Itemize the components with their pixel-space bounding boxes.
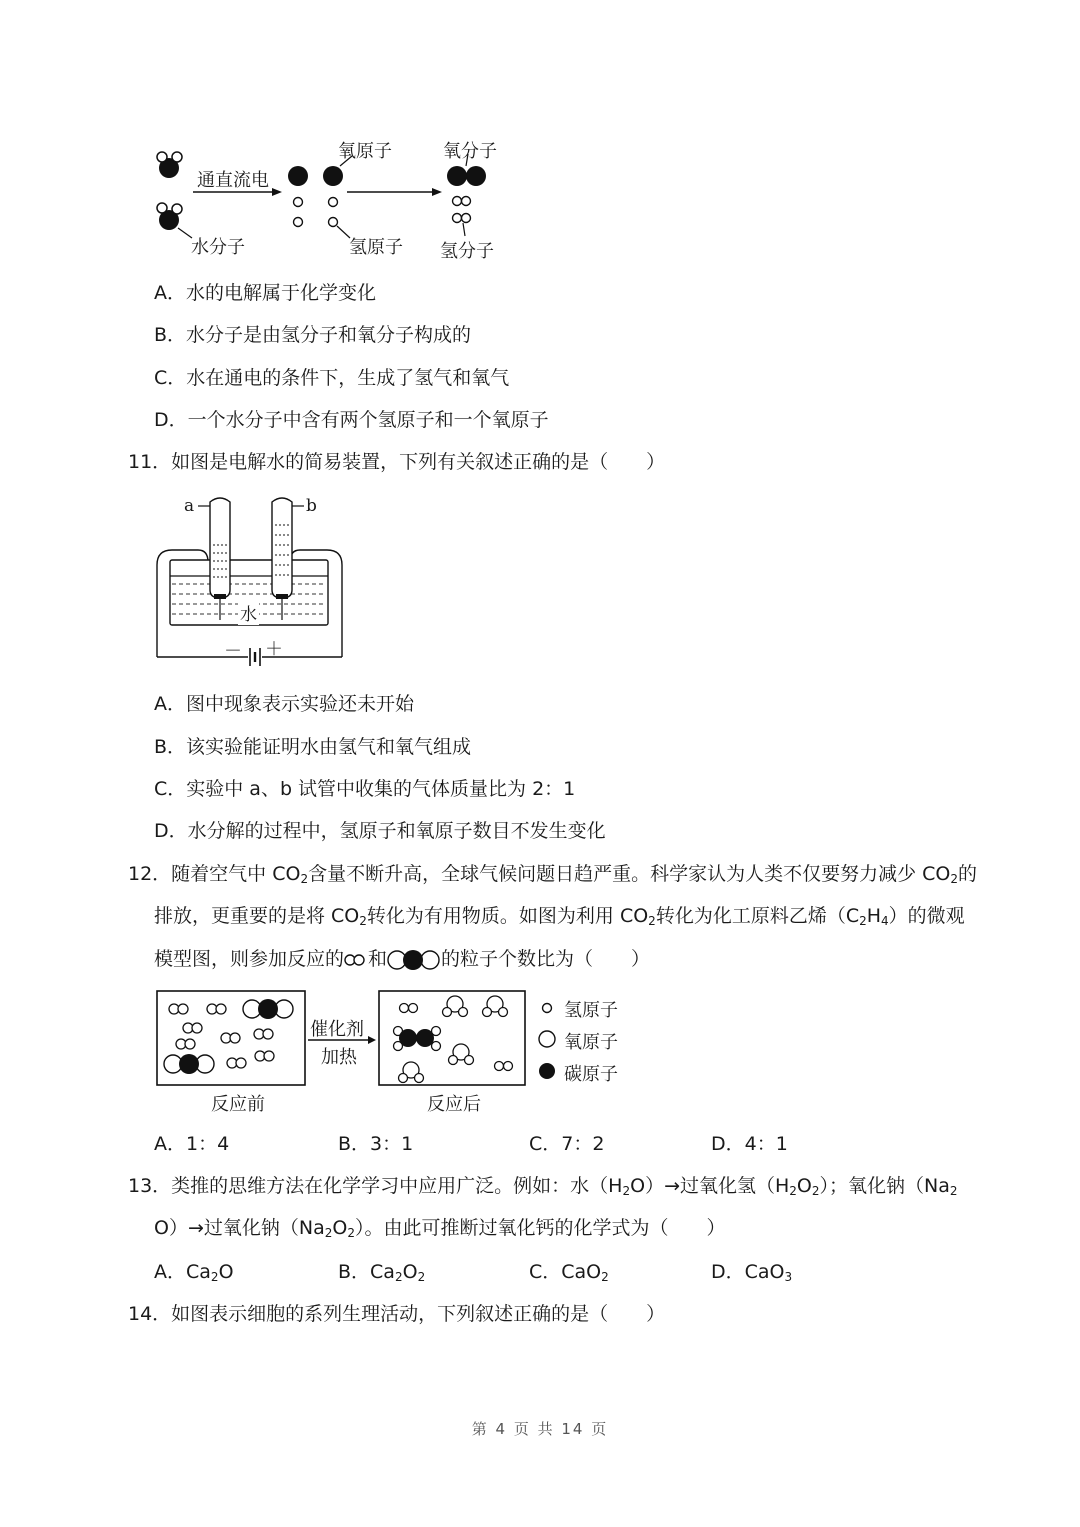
q11-stem: 11．如图是电解水的简易装置，下列有关叙述正确的是（ ） — [128, 451, 666, 473]
q11-option-d: D．水分解的过程中，氢原子和氧原子数目不发生变化 — [154, 820, 606, 842]
label-before: 反应前 — [211, 1094, 265, 1115]
legend-carbon-label: 碳原子 — [564, 1064, 618, 1085]
legend-carbon-icon — [539, 1063, 555, 1079]
q13-option-a: A．$Ca_2O$ — [154, 1261, 234, 1284]
legend-hydrogen-label: 氢原子 — [564, 1000, 618, 1021]
q12-option-d: D．4：1 — [711, 1133, 788, 1155]
q10-option-a: A．水的电解属于化学变化 — [154, 282, 376, 304]
label-tube-a: a — [184, 496, 195, 516]
q13-option-b: B．$Ca_2O_2$ — [338, 1261, 426, 1284]
q11-option-b: B．该实验能证明水由氢气和氧气组成 — [154, 736, 472, 758]
carbon-dioxide-molecule-icon — [387, 948, 441, 972]
apparatus-svg — [150, 490, 370, 670]
q11-option-a: A．图中现象表示实验还未开始 — [154, 693, 414, 715]
q10-option-d: D．一个水分子中含有两个氢原子和一个氧原子 — [154, 409, 549, 431]
q11-option-c: C．实验中 a、b 试管中收集的气体质量比为 2：1 — [154, 778, 576, 800]
label-oxygen-atom: 氧原子 — [338, 141, 392, 162]
label-heat: 加热 — [321, 1047, 357, 1068]
page-number-footer: 第 4 页 共 14 页 — [471, 1420, 609, 1438]
label-hydrogen-molecule: 氢分子 — [440, 241, 494, 262]
label-oxygen-molecule: 氧分子 — [443, 141, 497, 162]
label-water-molecule: 水分子 — [191, 237, 245, 258]
q13-stem-line1: 13．类推的思维方法在化学学习中应用广泛。例如：水$(H_2O)\to$过氧化氢$(H_2O_2)$；氧化钠（$Na_2$ — [128, 1175, 958, 1198]
q13-option-d: D．CaO$_3$ — [711, 1261, 793, 1284]
q13-stem-line2: O）→过氧化钠$(Na_2O_2)$。由此可推断过氧化钙的化学式为（ ） — [154, 1217, 726, 1240]
label-catalyst: 催化剂 — [310, 1019, 364, 1040]
legend-oxygen-label: 氧原子 — [564, 1032, 618, 1053]
label-minus: － — [224, 641, 242, 662]
legend-hydrogen-icon — [543, 1004, 552, 1013]
legend-oxygen-icon — [539, 1031, 555, 1047]
q12-stem-line1: 12．随着空气中 $CO_2$含量不断升高，全球气候问题日趋严重。科学家认为人类不仅要努力减少 $CO_2$的 — [128, 863, 978, 886]
q12-stem-line3: 模型图，则参加反应的 和 的粒子个数比为（ ） — [154, 948, 651, 970]
q10-option-b: B．水分子是由氢分子和氧分子构成的 — [154, 324, 472, 346]
label-hydrogen-atom: 氢原子 — [349, 237, 403, 258]
q12-option-a: A．1：4 — [154, 1133, 230, 1155]
label-after: 反应后 — [427, 1094, 481, 1115]
label-tube-b: b — [306, 496, 317, 516]
label-water: 水 — [238, 600, 259, 625]
q12-option-b: B．3：1 — [338, 1133, 414, 1155]
q12-stem-line2: 排放，更重要的是将 $CO_2$转化为有用物质。如图为利用 $CO_2$转化为化工原料乙烯$(C_2H_4)$的微观 — [154, 905, 965, 928]
q14-stem: 14．如图表示细胞的系列生理活动，下列叙述正确的是（ ） — [128, 1303, 666, 1325]
arrow-label-dc: 通直流电 — [197, 170, 269, 191]
q10-option-c: C．水在通电的条件下，生成了氢气和氧气 — [154, 367, 510, 389]
q12-option-c: C．7：2 — [529, 1133, 605, 1155]
label-plus: ＋ — [265, 639, 283, 660]
hydrogen-molecule-icon — [344, 953, 368, 967]
q13-option-c: C．CaO$_2$ — [529, 1261, 609, 1284]
